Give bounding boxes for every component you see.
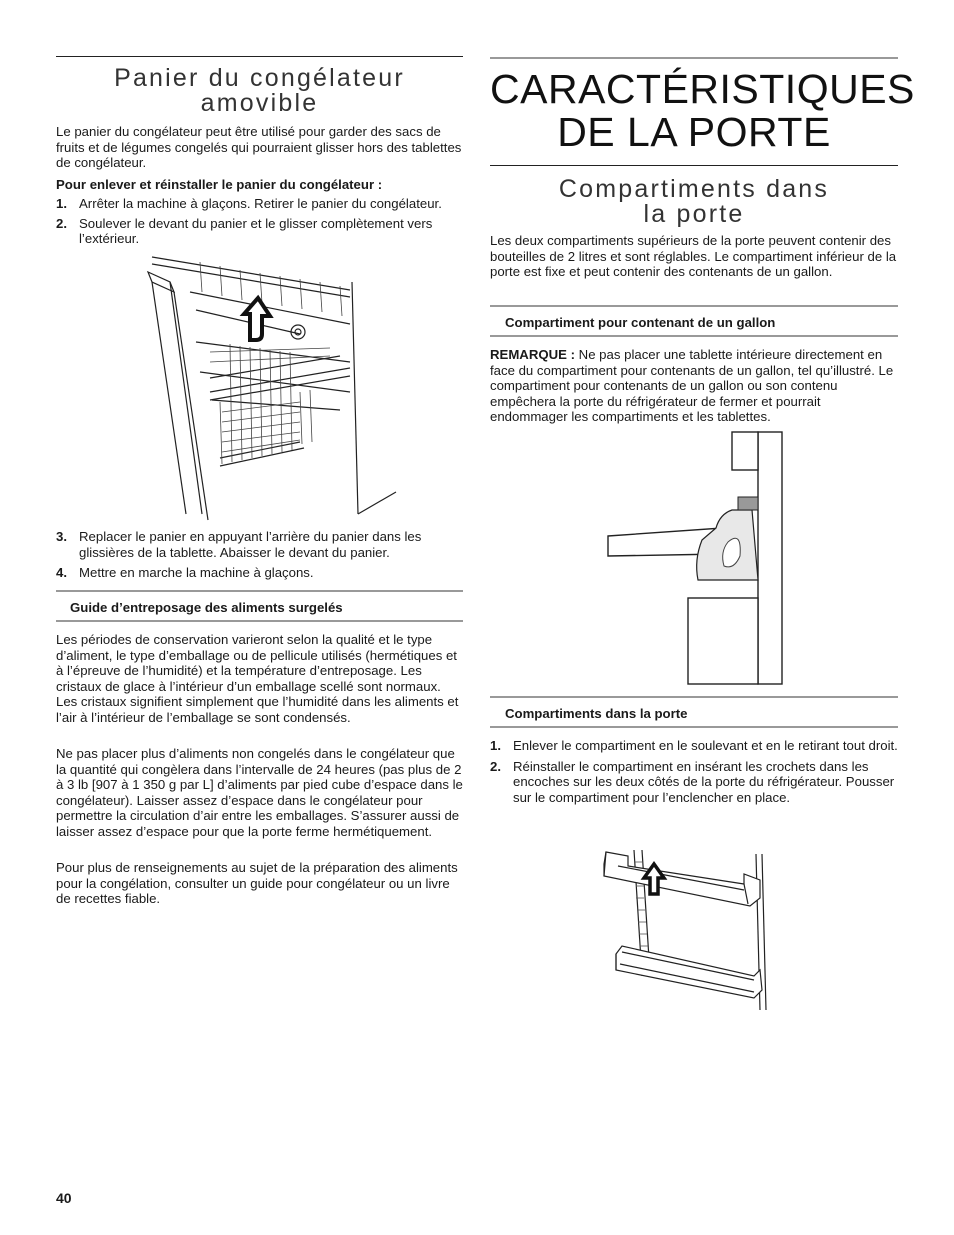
freezer-basket-title xyxy=(56,66,463,116)
step-text: Replacer le panier en appuyant l’arrière du panier dans les glissières de la tablette. Abaisser le devant du panier. xyxy=(79,529,422,560)
step-number: 1. xyxy=(56,196,67,211)
storage-paragraph-1: Les périodes de conservation varieront selon la qualité et le type d’aliment, le type d’emballage ou de pellicule utilisés (hermétiques et à l’épreuve de l’humidité) et la température d’entreposage. Les cristaux de glace à l’intérieur d’un emballage scellé sont normaux. Les cristaux signifient simplement que l’humidité dans les aliments et l’air à l’intérieur de l’emballage se sont condensés. xyxy=(56,632,459,725)
top-rule-right xyxy=(490,57,898,59)
top-rule-left xyxy=(56,56,463,57)
title-line1: Compartiments dans xyxy=(558,175,830,203)
procedure-heading: Pour enlever et réinstaller le panier du congélateur : xyxy=(56,177,383,192)
door-bin-removal-illustration xyxy=(598,846,772,1012)
list-item xyxy=(56,196,463,212)
gallon-bin-illustration xyxy=(604,430,784,688)
title-line2: amovible xyxy=(200,89,319,117)
storage-paragraph-2: Ne pas placer plus d’aliments non congelés dans le congélateur que la quantité qui congèlera dans l’intervalle de 24 heures (pas plus de 2 à 3 lb [907 à 1 350 g par L] d’aliments par pied cube d’espace dans le congélateur). Laisser assez d’espace dans le congélateur pour permettre la circulation d’air entre les emballages. S’assurer aussi de laisser assez d’espace pour que la porte ferme hermétiquement. xyxy=(56,746,463,839)
step-text: Arrêter la machine à glaçons. Retirer le panier du congélateur. xyxy=(79,196,442,211)
steps-list-b xyxy=(56,529,463,581)
door-bins-title xyxy=(490,177,898,227)
gallon-rule-bottom xyxy=(490,335,898,337)
list-item xyxy=(490,738,898,754)
step-number: 1. xyxy=(490,738,501,753)
freezer-basket-illustration xyxy=(140,252,402,524)
gallon-note xyxy=(490,347,898,425)
guide-rule-bottom xyxy=(56,620,463,622)
step-text: Enlever le compartiment en le soulevant et en le retirant tout droit. xyxy=(513,738,898,753)
guide-rule-top xyxy=(56,590,463,592)
list-item xyxy=(56,565,463,581)
door-rule-top xyxy=(490,696,898,698)
note-text: Ne pas placer une tablette intérieure directement en face du compartiment pour contenants de un gallon, tel qu’illustré. Le compartiment pour contenants de un gallon ou son contenu empêchera la porte du réfrigérateur de fermer et pourrait endommager les compartiments et les tablettes. xyxy=(490,347,894,425)
list-item xyxy=(490,759,898,806)
note-label: REMARQUE : xyxy=(490,347,575,362)
freezer-basket-intro: Le panier du congélateur peut être utilisé pour garder des sacs de fruits et de légumes congelés qui pourraient glisser hors des tablettes de congélateur. xyxy=(56,124,462,171)
gallon-rule-top xyxy=(490,305,898,307)
door-bins-intro: Les deux compartiments supérieurs de la porte peuvent contenir des bouteilles de 2 litres et sont réglables. Le compartiment inférieur de la porte est fixe et peut contenir des contenants de un gallon. xyxy=(490,233,897,280)
step-number: 4. xyxy=(56,565,67,581)
gallon-bin-heading: Compartiment pour contenant de un gallon xyxy=(505,315,776,330)
step-number: 2. xyxy=(490,758,501,774)
storage-guide-heading: Guide d’entreposage des aliments surgelés xyxy=(70,600,343,615)
step-number: 2. xyxy=(56,215,67,231)
step-text: Réinstaller le compartiment en insérant les crochets dans les encoches sur les deux côtés de la porte du réfrigérateur. Pousser sur le compartiment pour l’enclencher en place. xyxy=(513,758,895,805)
step-text: Soulever le devant du panier et le glisser complètement vers l’extérieur. xyxy=(79,215,433,247)
page-number: 40 xyxy=(56,1190,72,1206)
storage-paragraph-3: Pour plus de renseignements au sujet de la préparation des aliments pour la congélation, consulter un guide pour congélateur ou un livre de recettes fiable. xyxy=(56,860,458,907)
list-item xyxy=(56,216,463,247)
step-text: Mettre en marche la machine à glaçons. xyxy=(79,565,314,581)
title-rule xyxy=(490,165,898,166)
list-item xyxy=(56,529,463,560)
title-line1: Panier du congélateur xyxy=(114,64,405,92)
main-title-line2: DE LA PORTE xyxy=(557,109,831,155)
door-features-title xyxy=(490,66,915,155)
step-number: 3. xyxy=(56,529,67,544)
door-bins-steps xyxy=(490,738,898,805)
main-title-line1: CARACTÉRISTIQUES xyxy=(490,66,915,112)
steps-list-a xyxy=(56,196,463,247)
title-line2: la porte xyxy=(643,200,745,228)
door-bins-heading: Compartiments dans la porte xyxy=(505,706,688,721)
door-rule-bottom xyxy=(490,726,898,728)
